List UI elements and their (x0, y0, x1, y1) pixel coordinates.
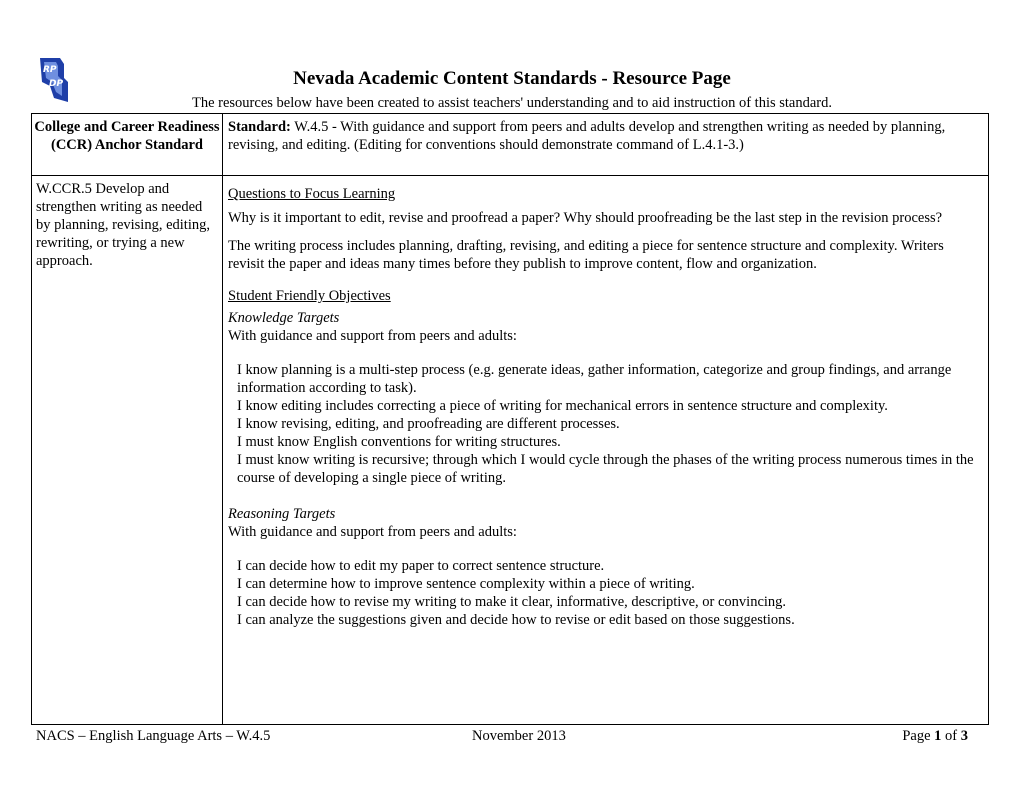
list-item: I can decide how to revise my writing to make it clear, informative, descriptive, or convincing. (237, 594, 787, 610)
reasoning-list (228, 557, 980, 629)
list-item: I can decide how to edit my paper to correct sentence structure. (237, 558, 605, 574)
column-divider (222, 113, 223, 725)
list-item: I know revising, editing, and proofreading are different processes. (237, 416, 620, 432)
page-number (902, 728, 968, 745)
page-title: Nevada Academic Content Standards - Resource Page (293, 68, 731, 89)
footer-date: November 2013 (472, 728, 566, 744)
knowledge-targets-heading: Knowledge Targets (228, 310, 340, 326)
reasoning-intro: With guidance and support from peers and adults: (228, 524, 517, 540)
ccr-anchor-header: College and Career Readiness (CCR) Anchor Standard (34, 119, 220, 153)
page-current: 1 (934, 728, 942, 744)
reasoning-targets-heading: Reasoning Targets (228, 506, 336, 522)
standard-cell (228, 118, 980, 154)
svg-text:RP: RP (43, 65, 57, 75)
header-row-divider (31, 175, 989, 176)
list-item: I can analyze the suggestions given and decide how to revise or edit based on those suggestions. (237, 612, 795, 628)
page-of: of (945, 728, 958, 744)
knowledge-intro: With guidance and support from peers and adults: (228, 328, 517, 344)
standard-text: W.4.5 - With guidance and support from peers and adults develop and strengthen writing as needed by planning, revising, and editing. (Editing for conventions should demonstrate command of L.4.1-3.) (228, 119, 946, 153)
page-total: 3 (960, 728, 968, 744)
page-subtitle: The resources below have been created to assist teachers' understanding and to aid instruction of this standard. (191, 95, 832, 111)
questions-text: Why is it important to edit, revise and proofread a paper? Why should proofreading be the last step in the revision process? (228, 210, 943, 226)
objectives-heading: Student Friendly Objectives (228, 288, 391, 304)
svg-text:DP: DP (49, 79, 64, 89)
list-item: I can determine how to improve sentence complexity within a piece of writing. (237, 576, 695, 592)
anchor-standard-text: W.CCR.5 Develop and strengthen writing as needed by planning, revising, editing, rewriting, or trying a new approach. (36, 181, 210, 269)
list-item: I must know English conventions for writing structures. (237, 434, 561, 450)
list-item: I know editing includes correcting a piece of writing for mechanical errors in sentence structure and complexity. (237, 398, 888, 414)
resource-content (228, 185, 980, 629)
questions-heading: Questions to Focus Learning (228, 186, 396, 202)
knowledge-list (228, 361, 980, 487)
footer-left: NACS – English Language Arts – W.4.5 (36, 728, 271, 744)
list-item: I know planning is a multi-step process (e.g. generate ideas, gather information, categorize and group findings, and arrange information according to task). (237, 362, 952, 396)
list-item: I must know writing is recursive; through which I would cycle through the phases of the writing process numerous times in the course of developing a single piece of writing. (237, 452, 974, 486)
standard-label: Standard: (228, 119, 291, 135)
writing-process-text: The writing process includes planning, drafting, revising, and editing a piece for sentence structure and complexity. Writers revisit the paper and ideas many times before they publish to improve content, flow and organization. (228, 238, 944, 272)
page-prefix: Page (902, 728, 931, 744)
